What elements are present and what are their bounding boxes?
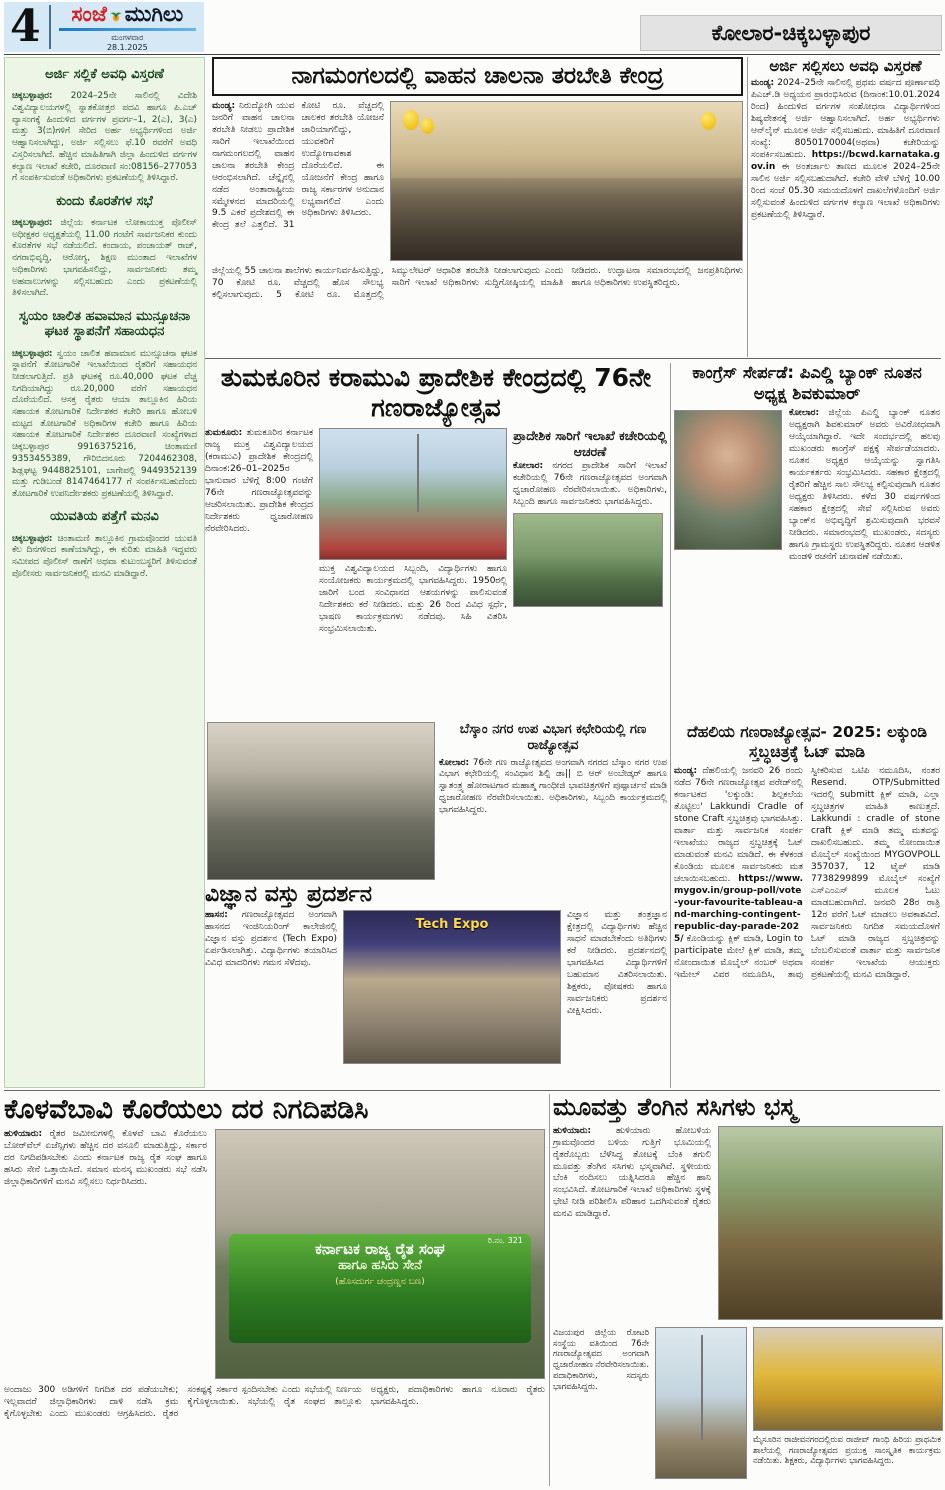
article-tumakuru-republic-day xyxy=(205,363,667,717)
article-headline: ವಿಜ್ಞಾನ ವಸ್ತು ಪ್ರದರ್ಶನ xyxy=(205,882,372,907)
article-body: ಹಾಸನ: ಗಣರಾಜ್ಯೋತ್ಸವದ ಅಂಗವಾಗಿ ಹಾಸನದ ಇಂಜಿನಿಯರಿಂಗ್ ಕಾಲೇಜಿನಲ್ಲಿ ವಿಜ್ಞಾನ ವಸ್ತು ಪ್ರದರ್ಶನ (Tech Expo) ಏರ್ಪಡಿಸಲಾಗಿತ್ತು. ವಿದ್ಯಾರ್ಥಿಗಳು ತಯಾರಿಸಿದ ವಿವಿಧ ಮಾದರಿಗಳು ಗಮನ ಸೆಳೆದವು. xyxy=(205,910,337,969)
balloon-decor xyxy=(701,112,716,130)
paper-name-first: ಸಂಜೆ xyxy=(71,2,107,26)
printed-url: https://www.mygov.in/group-poll/vote-your-favourite-tableau-and-marching-contingent-republic-day-parade-2025/ xyxy=(674,874,803,944)
paper-name-second: ಮುಗಿಲು xyxy=(124,2,184,26)
burnt-coconut-photo xyxy=(718,1126,943,1320)
tumakuru-group-photo xyxy=(207,722,435,880)
article-body-continued: ವಿಜ್ಞಾನ ಮತ್ತು ತಂತ್ರಜ್ಞಾನ ಕ್ಷೇತ್ರದಲ್ಲಿ ವಿದ್ಯಾರ್ಥಿಗಳು ಹೆಚ್ಚಿನ ಸಾಧನೆ ಮಾಡಬೇಕೆಂದು ಅತಿಥಿಗಳು ಕರೆ ನೀಡಿದರು. ಪ್ರದರ್ಶನದಲ್ಲಿ ಭಾಗವಹಿಸಿದ ವಿದ್ಯಾರ್ಥಿಗಳಿಗೆ ಬಹುಮಾನ ವಿತರಿಸಲಾಯಿತು. ಶಿಕ್ಷಕರು, ಪೋಷಕರು ಹಾಗೂ ಸಾರ್ವಜನಿಕರು ಪ್ರದರ್ಶನ ವೀಕ್ಷಿಸಿದರು. xyxy=(567,910,667,1017)
article-middle-col xyxy=(319,428,507,636)
article-borewell-rates xyxy=(4,1094,545,1486)
article-headline: ಕಾಂಗ್ರೆಸ್ ಸೇರ್ಪಡೆ: ಪಿಎಲ್ಡಿ ಬ್ಯಾಂಕ್ ನೂತನ ಅಧ್ಯಕ್ಷ ಶಿವಕುಮಾರ್ xyxy=(692,363,922,403)
farmers-union-photo xyxy=(215,1129,545,1379)
sub-article-body: ಕೋಲಾರ: ನಗರದ ಪ್ರಾದೇಶಿಕ ಸಾರಿಗೆ ಇಲಾಖೆ ಕಚೇರಿಯಲ್ಲಿ 76ನೇ ಗಣರಾಜ್ಯೋತ್ಸವದ ಅಂಗವಾಗಿ ಧ್ವಜಾರೋಹಣ ನೆರವೇರಿಸಲಾಯಿತು. ಅಧಿಕಾರಿಗಳು, ಸಿಬ್ಬಂದಿ ಹಾಗೂ ಸಾರ್ವಜನಿಕರು ಭಾಗವಹಿಸಿದ್ದರು. xyxy=(513,461,667,508)
farmers-union-banner: ರಿ.ನಂ. 321 ಕರ್ನಾಟಕ ರಾಜ್ಯ ರೈತ ಸಂಘ ಹಾಗೂ ಹಸಿರು ಸೇನೆ (ಹೊಸದುರ್ಗ ಚಂದ್ರಣ್ಣನ ಬಣ) xyxy=(229,1234,531,1343)
brief-body: ಚಿಕ್ಕಬಳ್ಳಾಪುರ: ಜಿಲ್ಲೆಯ ಕರ್ನಾಟಕ ಲೋಕಾಯುಕ್ತ ಪೊಲೀಸ್ ಅಧೀಕ್ಷಕರ ಅಧ್ಯಕ್ಷತೆಯಲ್ಲಿ 11.00 ಗಂಟೆಗೆ ಸಾರ್ವಜನಿಕರ ಕುಂದು ಕೊರತೆಗಳ ಸಭೆ ನಡೆಯಲಿದೆ. ಕಂದಾಯ, ಪಂಚಾಯತ್ ರಾಜ್, ನಗರಾಭಿವೃದ್ಧಿ, ಆರೋಗ್ಯ, ಶಿಕ್ಷಣ ಮುಂತಾದ ಇಲಾಖೆಗಳ ಅಧಿಕಾರಿಗಳು ಭಾಗವಹಿಸಲಿದ್ದು, ಸಾರ್ವಜನಿಕರು ತಮ್ಮ ಅಹವಾಲುಗಳನ್ನು ಸಲ್ಲಿಸಬಹುದು ಎಂದು ಪ್ರಕಟಣೆಯಲ್ಲಿ ತಿಳಿಸಲಾಗಿದೆ. xyxy=(12,218,197,299)
mysore-school-block xyxy=(753,1327,941,1479)
brief-body: ಚಿಕ್ಕಬಳ್ಳಾಪುರ: ಸ್ವಯಂ ಚಾಲಿತ ಹವಾಮಾನ ಮುನ್ಸೂಚನಾ ಘಟಕ ಸ್ಥಾಪನೆಗೆ ತೋಟಗಾರಿಕೆ ಇಲಾಖೆಯಿಂದ ರೈತರಿಗೆ ಸಹಾಯಧನ ನೀಡಲಾಗುತ್ತಿದೆ. ಪ್ರತಿ ಘಟಕಕ್ಕೆ ರೂ.40,000 ಘಟಕ ವೆಚ್ಚ ನಿಗದಿಯಾಗಿದ್ದು ರೂ.20,000 ವರೆಗೆ ಸಹಾಯಧನ ದೊರೆಯಲಿದೆ. ಆಸಕ್ತ ರೈತರು ಆಯಾ ತಾಲ್ಲೂಕಿನ ಹಿರಿಯ ಸಹಾಯಕ ತೋಟಗಾರಿಕೆ ನಿರ್ದೇಶಕರ ಕಚೇರಿ ಹಾಗೂ ಹೋಬಳಿ ಮಟ್ಟದ ತೋಟಗಾರಿಕೆ ಅಧಿಕಾರಿಗಳ ಕಚೇರಿ ಹಾಗೂ ಹಿರಿಯ ಸಹಾಯಕ ತೋಟಗಾರಿಕೆ ನಿರ್ದೇಶಕರ ದೂರವಾಣಿ ಸಂಖ್ಯೆಗಳಾದ ಚಿಕ್ಕಬಳ್ಳಾಪುರ 9916375216, ಚಿಂತಾಮಣಿ 9353455389, ಗೌರಿಬಿದನೂರು 7204462308, ಶಿಡ್ಲಘಟ್ಟ 9448825101, ಬಾಗೇಪಲ್ಲಿ 9449352139 ಮತ್ತು ಗುಡಿಬಂಡೆ 8147464177 ಗೆ ಸಂಪರ್ಕಿಸಬಹುದೆಂದು ತೋಟಗಾರಿಕೆ ಉಪನಿರ್ದೇಶಕರು ಪ್ರಕಟಣೆಯಲ್ಲಿ ತಿಳಿಸಿದ್ದಾರೆ. xyxy=(12,348,198,499)
rto-office-photo xyxy=(513,513,663,607)
flagpole xyxy=(417,434,419,512)
column-rule xyxy=(549,1094,550,1486)
article-body-continued: ಜಿಲ್ಲೆಯಲ್ಲಿ 55 ಚಾಲನಾ ಶಾಲೆಗಳು ಕಾರ್ಯನಿರ್ವಹಿಸುತ್ತಿದ್ದು, 70 ಕೋಟಿ ರೂ. ವೆಚ್ಚದಲ್ಲಿ ಹೊಸ ಸೌಲಭ್ಯ ಕಲ್ಪಿಸಲಾಗುವುದು. 5 ಕೋಟಿ ರೂ. ಮೊತ್ತದಲ್ಲಿ ಸಿಮ್ಯುಲೇಟರ್ ಆಧಾರಿತ ತರಬೇತಿ ನೀಡಲಾಗುವುದು ಎಂದು ಸಾರಿಗೆ ಇಲಾಖೆ ಅಧಿಕಾರಿಗಳು ಸುದ್ದಿಗೋಷ್ಠಿಯಲ್ಲಿ ಮಾಹಿತಿ ನೀಡಿದರು. ಉದ್ಘಾಟನಾ ಸಮಾರಂಭದಲ್ಲಿ ಜನಪ್ರತಿನಿಧಿಗಳು ಹಾಗೂ ಅಧಿಕಾರಿಗಳು ಉಪಸ್ಥಿತರಿದ್ದರು. xyxy=(212,265,743,300)
flagpole xyxy=(701,1335,703,1440)
article-bescom-republic-day xyxy=(439,722,667,880)
mysore-school-caption: ಮೈಸೂರಿನ ರಾಜೀವನಗರದಲ್ಲಿರುವ ರಾಜೀವ್ ಗಾಂಧಿ ಹಿರಿಯ ಪ್ರಾಥಮಿಕ ಶಾಲೆಯಲ್ಲಿ ಗಣರಾಜ್ಯೋತ್ಸವದ ಪ್ರಯುಕ್ತ ಸಾಂಸ್ಕೃತಿಕ ಕಾರ್ಯಕ್ರಮ ನಡೆಯಿತು. ಶಿಕ್ಷಕರು, ವಿದ್ಯಾರ್ಥಿಗಳು ಭಾಗವಹಿಸಿದ್ದರು. xyxy=(753,1433,941,1466)
page-number: 4 xyxy=(4,5,51,49)
article-science-expo xyxy=(205,882,667,1088)
edition-day: ಮಂಗಳವಾರ xyxy=(111,33,144,42)
article-vahana-training xyxy=(212,57,743,357)
balloon-decor xyxy=(421,118,434,134)
article-delhi-lakkundi-vote xyxy=(674,722,940,1088)
article-body: ಕೋಲಾರ: 76ನೇ ಗಣ ರಾಜ್ಯೋತ್ಸವದ ಅಂಗವಾಗಿ ನಗರದ ಬೆಸ್ಕಾಂ ನಗರ ಉಪ ವಿಭಾಗ ಕಛೇರಿಯಲ್ಲಿ ಸಂವಿಧಾನ ಶಿಲ್ಪಿ ಡಾ|| ಬಿ ಆರ್ ಅಂಬೇಡ್ಕರ್ ಹಾಗೂ ಸ್ವಾತಂತ್ರ್ಯ ಹೋರಾಟಗಾರ ಮಹಾತ್ಮ ಗಾಂಧೀಜಿ ಭಾವಚಿತ್ರಗಳಿಗೆ ಪುಷ್ಪಾರ್ಚನೆ ಮಾಡಿ ಧ್ವಜಾರೋಹಣ ನೆರವೇರಿಸಲಾಯಿತು. ಅಧಿಕಾರಿಗಳು, ಸಿಬ್ಬಂದಿ ಕಾರ್ಯಕ್ರಮದಲ್ಲಿ ಭಾಗವಹಿಸಿದ್ದರು. xyxy=(439,757,667,816)
article-headline: ನಾಗಮಂಗಲದಲ್ಲಿ ವಾಹನ ಚಾಲನಾ ತರಬೇತಿ ಕೇಂದ್ರ xyxy=(212,57,743,96)
flag-hoisting-event-photo xyxy=(655,1327,747,1479)
edition-date: 28.1.2025 xyxy=(106,43,148,52)
article-headline: ಕೊಳವೆಬಾವಿ ಕೊರೆಯಲು ದರ ನಿಗದಿಪಡಿಸಿ xyxy=(4,1094,369,1125)
article-body: ಮಂಡ್ಯ: ನಿರುದ್ಯೋಗಿ ಯುವ ಜನರಿಗೆ ವಾಹನ ಚಾಲನಾ ತರಬೇತಿ ನೀಡಲು ಪ್ರಾದೇಶಿಕ ಸಾರಿಗೆ ಇಲಾಖೆಯಿಂದ ನಾಗಮಂಗಲದಲ್ಲಿ ವಾಹನ ಚಾಲನಾ ತರಬೇತಿ ಕೇಂದ್ರ ಆರಂಭಿಸಲಾಗಿದೆ. ಚೆನ್ನೈನಲ್ಲಿ ನಡೆದ ಅಂತಾರಾಷ್ಟ್ರೀಯ ಸಮ್ಮೇಳನದ ಮಾದರಿಯಲ್ಲಿ 9.5 ಎಕರೆ ಪ್ರದೇಶದಲ್ಲಿ ಈ ಕೇಂದ್ರ ತಲೆ ಎತ್ತಲಿದೆ. 31 ಕೋಟಿ ರೂ. ವೆಚ್ಚದಲ್ಲಿ ಚಾಲಕರ ತರಬೇತಿ ಯೋಜನೆ ಜಾರಿಯಾಗಲಿದ್ದು, ಯುವಕರಿಗೆ ಉದ್ಯೋಗಾವಕಾಶ ದೊರೆಯಲಿದೆ. ಈ ಯೋಜನೆಗೆ ಕೇಂದ್ರ ಹಾಗೂ ರಾಜ್ಯ ಸರ್ಕಾರಗಳ ಅನುದಾನ ಲಭ್ಯವಾಗಲಿದೆ ಎಂದು ಅಧಿಕಾರಿಗಳು ತಿಳಿಸಿದರು. xyxy=(212,100,384,231)
balloon-decor xyxy=(403,110,419,130)
brief-headline: ಯುವತಿಯ ಪತ್ತೆಗೆ ಮನವಿ xyxy=(50,509,159,525)
article-arji-extension xyxy=(751,57,940,357)
banner-reg-no: ರಿ.ನಂ. 321 xyxy=(487,1236,523,1246)
article-headline: ಮೂವತ್ತು ತೆಂಗಿನ ಸಸಿಗಳು ಭಸ್ಮ xyxy=(553,1093,797,1121)
flag-hoisting-photo xyxy=(319,428,507,560)
region-banner: ಕೋಲಾರ-ಚಿಕ್ಕಬಳ್ಳಾಪುರ xyxy=(640,15,942,51)
shivakumar-portrait-photo xyxy=(674,410,782,550)
logo-underline xyxy=(59,28,196,31)
crowd-silhouette xyxy=(391,178,742,260)
palm-sunset-icon xyxy=(109,8,123,22)
brief-body: ಚಿಕ್ಕಬಳ್ಳಾಪುರ: ಚಿಂತಾಮಣಿ ತಾಲ್ಲೂಕಿನ ಗ್ರಾಮವೊಂದರ ಯುವತಿ ಕೆಲ ದಿನಗಳಿಂದ ಕಾಣೆಯಾಗಿದ್ದು, ಈ ಕುರಿತು ಮಾಹಿತಿ ಇದ್ದವರು ಸಮೀಪದ ಪೊಲೀಸ್ ಠಾಣೆಗೆ ಅಥವಾ ಕುಟುಂಬಸ್ಥರಿಗೆ ತಿಳಿಸುವಂತೆ ಪೊಲೀಸರು ಸಾರ್ವಜನಿಕರಲ್ಲಿ ಮನವಿ ಮಾಡಿದ್ದಾರೆ. xyxy=(12,533,197,579)
brief-headline: ಅರ್ಜಿ ಸಲ್ಲಿಕೆ ಅವಧಿ ವಿಸ್ತರಣೆ xyxy=(45,67,164,82)
column-rule xyxy=(670,363,671,1088)
article-body: ಕೋಲಾರ: ಜಿಲ್ಲೆಯ ಪಿಎಲ್ಡಿ ಬ್ಯಾಂಕ್ ನೂತನ ಅಧ್ಯಕ್ಷರಾಗಿ ಶಿವಕುಮಾರ್ ಅವರು ಅವಿರೋಧವಾಗಿ ಆಯ್ಕೆಯಾಗಿದ್ದಾರೆ. ಇದೇ ಸಂದರ್ಭದಲ್ಲಿ ಹಲವು ಮುಖಂಡರು ಕಾಂಗ್ರೆಸ್ ಪಕ್ಷಕ್ಕೆ ಸೇರ್ಪಡೆಯಾದರು. ನೂತನ ಅಧ್ಯಕ್ಷರ ಆಯ್ಕೆಯನ್ನು ಸ್ವಾಗತಿಸಿ ಕಾರ್ಯಕರ್ತರು ಸಂಭ್ರಮಿಸಿದರು. ಸಹಕಾರ ಕ್ಷೇತ್ರದಲ್ಲಿ ರೈತರಿಗೆ ಹೆಚ್ಚಿನ ಸಾಲ ಸೌಲಭ್ಯ ಕಲ್ಪಿಸುವುದಾಗಿ ನೂತನ ಅಧ್ಯಕ್ಷರು ತಿಳಿಸಿದರು. ಕಳೆದ 30 ವರ್ಷಗಳಿಂದ ಸಹಕಾರ ಕ್ಷೇತ್ರದಲ್ಲಿ ಸೇವೆ ಸಲ್ಲಿಸಿರುವ ಅವರು ಬ್ಯಾಂಕ್‌ನ ಅಭಿವೃದ್ಧಿಗೆ ಶ್ರಮಿಸುವುದಾಗಿ ಭರವಸೆ ನೀಡಿದರು. ಸಮಾರಂಭದಲ್ಲಿ ಮುಖಂಡರು, ಸದಸ್ಯರು ಹಾಗೂ ಗ್ರಾಮಸ್ಥರು ಉಪಸ್ಥಿತರಿದ್ದರು. ನೂತನ ಆಡಳಿತ ಮಂಡಳಿ ರಚನೆಗೆ ಚುನಾವಣೆ ನಡೆಯಿತು. xyxy=(674,408,940,564)
article-headline: ಬೆಸ್ಕಾಂ ನಗರ ಉಪ ವಿಭಾಗ ಕಛೇರಿಯಲ್ಲಿ ಗಣ ರಾಜ್ಯೋತ್ಸವ xyxy=(459,722,647,754)
brief-headline: ಸ್ವಯಂ ಚಾಲಿತ ಹವಾಮಾನ ಮುನ್ಸೂಚನಾ ಘಟಕ ಸ್ಥಾಪನೆಗೆ ಸಹಾಯಧನ xyxy=(18,308,191,340)
article-headline: ತುಮಕೂರಿನ ಕರಾಮುವಿ ಪ್ರಾದೇಶಿಕ ಕೇಂದ್ರದಲ್ಲಿ 76ನೇ ಗಣರಾಜ್ಯೋತ್ಸವ xyxy=(220,363,652,422)
header-rule xyxy=(4,54,940,55)
article-body: ಮಂಡ್ಯ: 2024–25ನೇ ಸಾಲಿನಲ್ಲಿ ಪ್ರಥಮ ವರ್ಷದ ಪೂರ್ಣಾವಧಿ ಪಿಎಚ್.ಡಿ ಅಧ್ಯಯನ ಪ್ರಾರಂಭಿಸಿರುವ (ದಿನಾಂಕ:10.01.2024 ರಿಂದ) ಹಿಂದುಳಿದ ವರ್ಗಗಳ ಸಂಶೋಧನಾ ವಿದ್ಯಾರ್ಥಿಗಳಿಂದ ಶಿಷ್ಯವೇತನಕ್ಕೆ ಅರ್ಜಿ ಆಹ್ವಾನಿಸಲಾಗಿದೆ. ಅರ್ಹ ಅಭ್ಯರ್ಥಿಗಳು ಆನ್‌ಲೈನ್ ಮೂಲಕ ಅರ್ಜಿ ಸಲ್ಲಿಸಬಹುದು. ಮಾಹಿತಿಗೆ ದೂರವಾಣಿ ಸಂಖ್ಯೆ: 8050170004(ಅಥವಾ) ಕಚೇರಿಯನ್ನು ಸಂಪರ್ಕಿಸಬಹುದು. https://bcwd.karnataka.gov.in ಈ ಅಂತರ್ಜಾಲ ತಾಣದ ಮೂಲಕ 2024–25ನೇ ಸಾಲಿನ ಅರ್ಜಿ ಸಲ್ಲಿಸಬಹುದಾಗಿದೆ. ಕಚೇರಿ ವೇಳೆ ಬೆಳಿಗ್ಗೆ 10.00 ರಿಂದ ಸಂಜೆ 05.30 ಸಮಯದೊಳಗೆ ದಾಖಲೆಗಳೊಂದಿಗೆ ಅರ್ಜಿ ಸಲ್ಲಿಸುವಂತೆ ಹಿಂದುಳಿದ ವರ್ಗಗಳ ಕಲ್ಯಾಣ ಇಲಾಖೆ ಅಧಿಕಾರಿಗಳು ಪ್ರಕಟಣೆಯಲ್ಲಿ ತಿಳಿಸಿದ್ದಾರೆ. xyxy=(751,78,940,220)
tech-expo-photo xyxy=(343,910,561,1064)
article-body: ಮಂಡ್ಯ: ದೆಹಲಿಯಲ್ಲಿ ಜನವರಿ 26 ರಂದು ನಡೆದ 76ನೇ ಗಣರಾಜ್ಯೋತ್ಸವ ಪರೇಡ್‌ನಲ್ಲಿ ಕರ್ನಾಟಕದ 'ಲಕ್ಕುಂಡಿ: ಶಿಲ್ಪಕಲೆಯ ತೊಟ್ಟಿಲು' Lakkundi Cradle of stone Craft ಸ್ತಬ್ಧಚಿತ್ರವು ಭಾಗವಹಿಸಿತ್ತು. ವಾರ್ತಾ ಮತ್ತು ಸಾರ್ವಜನಿಕ ಸಂಪರ್ಕ ಇಲಾಖೆಯು ರಾಜ್ಯದ ಸ್ತಬ್ಧಚಿತ್ರಕ್ಕೆ ಓಟ್ ಮಾಡುವಂತೆ ಮನವಿ ಮಾಡಿದೆ. ಈ ಕೆಳಕಂಡ ಕೊಂಡಿಯ ಮೂಲಕ ಸಾರ್ವಜನಿಕರು ಮತ ಚಲಾಯಿಸಬಹುದು. https://www.mygov.in/group-poll/vote-your-favourite-tableau-and-marching-contingent-republic-day-parade-2025/ ಕೊಂಡಿಯನ್ನು ಕ್ಲಿಕ್ ಮಾಡಿ, Login to participate ಮೇಲೆ ಕ್ಲಿಕ್ ಮಾಡಿ, ತಮ್ಮ ನೋಂದಾಯಿತ ಮೊಬೈಲ್ ನಂಬರ್ ಅಥವಾ ಇಮೇಲ್ ವಿವರ ನಮೂದಿಸಿ, ತಾವು ಸ್ವೀಕರಿಸುವ ಒಟಿಪಿ ನಮೂದಿಸಿ, ನಂತರ Resend. OTP/Submitted ಇದರಲ್ಲಿ submitt ಕ್ಲಿಕ್ ಮಾಡಿ, ಎಲ್ಲಾ ಸ್ತಬ್ಧಚಿತ್ರಗಳ ಮಾಹಿತಿ ಕಾಣುತ್ತದೆ. Lakkundi : cradle of stone craft ಕ್ಲಿಕ್ ಮಾಡಿ ತಮ್ಮ ಮತವನ್ನು ದಾಖಲಿಸಬಹುದು. ತಮ್ಮ ನೋಂದಾಯಿತ ಮೊಬೈಲ್ ಸಂಖ್ಯೆಯಿಂದ MYGOVPOLL 357037, 12 ಟೈಪ್ ಮಾಡಿ 7738299899 ಮೊಬೈಲ್ ಸಂಖ್ಯೆಗೆ ಎಸ್‌ಎಂಎಸ್ ಮೂಲಕ ಓಟು ಮಾಡಬಹುದಾಗಿದೆ. ಜನವರಿ 28ರ ರಾತ್ರಿ 12ರ ವರೆಗೆ ಓಟ್ ಮಾಡಲು ಅವಕಾಶವಿದೆ. ಸಾರ್ವಜನಿಕರು ನಿಗದಿತ ಸಮಯದೊಳಗೆ ಓಟ್ ಮಾಡಿ ರಾಜ್ಯದ ಸ್ತಬ್ಧಚಿತ್ರವನ್ನು ಬೆಂಬಲಿಸುವಂತೆ ವಾರ್ತಾ ಮತ್ತು ಸಾರ್ವಜನಿಕ ಸಂಪರ್ಕ ಇಲಾಖೆಯ ಆಯುಕ್ತರು ಪ್ರಕಟಣೆಯಲ್ಲಿ ಮನವಿ ಮಾಡಿದ್ದಾರೆ. xyxy=(674,766,940,980)
article-congress-pld-bank xyxy=(674,363,940,717)
article-body-continued: ಮುಕ್ತ ವಿಶ್ವವಿದ್ಯಾಲಯದ ಸಿಬ್ಬಂದಿ, ವಿದ್ಯಾರ್ಥಿಗಳು ಹಾಗೂ ಸಂಯೋಜಕರು ಕಾರ್ಯಕ್ರಮದಲ್ಲಿ ಭಾಗವಹಿಸಿದ್ದರು. 1950ರಲ್ಲಿ ಜಾರಿಗೆ ಬಂದ ಸಂವಿಧಾನದ ಆಶಯಗಳನ್ನು ಪಾಲಿಸುವಂತೆ ನಿರ್ದೇಶಕರು ಕರೆ ನೀಡಿದರು. ಮತ್ತು 26 ರಿಂದ ವಿವಿಧ ಸ್ಪರ್ಧೆ, ಭಾಷಣ ಕಾರ್ಯಕ್ರಮಗಳು ನಡೆದವು. ಸಿಹಿ ವಿತರಿಸಿ ಸಂಭ್ರಮಿಸಲಾಯಿತು. xyxy=(319,564,507,634)
column-rule xyxy=(747,57,748,357)
vahana-inauguration-photo xyxy=(390,101,743,261)
article-headline: ಅರ್ಜಿ ಸಲ್ಲಿಸಲು ಅವಧಿ ವಿಸ್ತರಣೆ xyxy=(769,57,922,75)
sub-article-headline: ಪ್ರಾದೇಶಿಕ ಸಾರಿಗೆ ಇಲಾಖೆ ಕಚೇರಿಯಲ್ಲಿ ಆಚರಣೆ xyxy=(513,428,667,459)
left-column-briefs xyxy=(4,57,205,1088)
article-body: ಹುಳಿಯಾರು: ಹುಳಿಯಾರು ಹೋಬಳಿಯ ಗ್ರಾಮವೊಂದರ ಬಳಿಯ ಗುತ್ತಿಗೆ ಭೂಮಿಯಲ್ಲಿ ರೈತರೊಬ್ಬರು ಬೆಳೆಸಿದ್ದ ತೋಟಕ್ಕೆ ಬೆಂಕಿ ತಗುಲಿ ಮೂವತ್ತು ತೆಂಗಿನ ಸಸಿಗಳು ಭಸ್ಮವಾಗಿವೆ. ಸ್ಥಳೀಯರು ಬೆಂಕಿ ನಂದಿಸಲು ಯತ್ನಿಸಿದರೂ ಹೆಚ್ಚಿನ ಹಾನಿ ಸಂಭವಿಸಿದೆ. ತೋಟಗಾರಿಕೆ ಇಲಾಖೆ ಅಧಿಕಾರಿಗಳು ಸ್ಥಳಕ್ಕೆ ಭೇಟಿ ನೀಡಿ ಪರಿಶೀಲಿಸಿ ಪರಿಹಾರ ಒದಗಿಸುವಂತೆ ರೈತರು ಮನವಿ ಮಾಡಿದ್ದಾರೆ. xyxy=(553,1125,711,1220)
article-headline: ದೆಹಲಿಯ ಗಣರಾಜ್ಯೋತ್ಸವ- 2025: ಲಕ್ಕುಂಡಿ ಸ್ತಬ್ಧಚಿತ್ರಕ್ಕೆ ಓಟ್ ಮಾಡಿ xyxy=(686,723,928,762)
printed-url: https://bcwd.karnataka.gov.in xyxy=(751,149,940,172)
brief-headline: ಕುಂದು ಕೊರತೆಗಳ ಸಭೆ xyxy=(56,193,153,209)
mysore-school-photo xyxy=(753,1327,943,1431)
photo-caption-strip xyxy=(553,1327,941,1479)
brief-body: ಚಿಕ್ಕಬಳ್ಳಾಪುರ: 2024–25ನೇ ಸಾಲಿನಲ್ಲಿ ವಿದೇಶಿ ವಿಶ್ವವಿದ್ಯಾಲಯಗಳಲ್ಲಿ ಸ್ನಾತಕೋತ್ತರ ಪದವಿ ಹಾಗೂ ಪಿ.ಎಚ್ ವ್ಯಾಸಂಗಕ್ಕೆ ಹಿಂದುಳಿದ ವರ್ಗಗಳ ಪ್ರವರ್ಗ–1, 2(ಎ), 3(ಎ) ಮತ್ತು 3(ಬಿ)ಗಳಿಗೆ ಸೇರಿದ ಅರ್ಹ ಅಭ್ಯರ್ಥಿಗಳಿಂದ ಅರ್ಜಿ ಆಹ್ವಾನಿಸಲಾಗಿದ್ದು, ಅರ್ಜಿ ಸಲ್ಲಿಸಲು ಫೆ.10 ರವರೆಗೆ ಅವಧಿ ವಿಸ್ತರಿಸಲಾಗಿದೆ. ಹೆಚ್ಚಿನ ಮಾಹಿತಿಗಾಗಿ ಜಿಲ್ಲಾ ಹಿಂದುಳಿದ ವರ್ಗಗಳ ಕಲ್ಯಾಣ ಇಲಾಖೆ ಕಚೇರಿ, ದೂರವಾಣಿ ಸಂ:08156–277053 ಗೆ ಸಂಪರ್ಕಿಸುವಂತೆ ಅಧಿಕಾರಿಗಳು ಪ್ರಕಟಣೆಯಲ್ಲಿ ತಿಳಿಸಿದ್ದಾರೆ. xyxy=(12,91,197,184)
article-coconut-burnt xyxy=(553,1094,941,1486)
flag-event-caption: ವಿಜಯಪುರ ಜಿಲ್ಲೆಯ ರೋಟರಿ ಸಂಸ್ಥೆಯ ವತಿಯಿಂದ 76ನೇ ಗಣರಾಜ್ಯೋತ್ಸವದ ಅಂಗವಾಗಿ ಧ್ವಜಾರೋಹಣ ನೆರವೇರಿಸಲಾಯಿತು. ಪದಾಧಿಕಾರಿಗಳು, ಸದಸ್ಯರು ಭಾಗವಹಿಸಿದ್ದರು. xyxy=(553,1326,649,1392)
article-body-continued: ಅಂದಾಜು 300 ಅಡಿಗಳಿಗೆ ನಿಗದಿತ ದರ ಪಡೆಯಬೇಕು; ಇಲ್ಲವಾದರೆ ಜಿಲ್ಲಾಧಿಕಾರಿಗಳು ದಾಳಿ ನಡೆಸಿ ಕ್ರಮ ಕೈಗೊಳ್ಳಬೇಕು ಎಂದು ಮುಖಂಡರು ಆಗ್ರಹಿಸಿದರು. ರೈತರ ಸಂಕಷ್ಟಕ್ಕೆ ಸರ್ಕಾರ ಸ್ಪಂದಿಸಬೇಕು ಎಂದು ಸಭೆಯಲ್ಲಿ ನಿರ್ಣಯ ಕೈಗೊಳ್ಳಲಾಯಿತು. ಸಭೆಯಲ್ಲಿ ರೈತ ಸಂಘದ ತಾಲ್ಲೂಕು ಅಧ್ಯಕ್ಷರು, ಪದಾಧಿಕಾರಿಗಳು ಹಾಗೂ ನೂರಾರು ರೈತರು ಭಾಗವಹಿಸಿದ್ದರು. xyxy=(4,1385,545,1419)
section-rule xyxy=(4,1090,940,1091)
sub-article-rto xyxy=(513,428,667,636)
article-body: ತುಮಕೂರು: ತುಮಕೂರಿನ ಕರ್ನಾಟಕ ರಾಜ್ಯ ಮುಕ್ತ ವಿಶ್ವವಿದ್ಯಾಲಯದ (ಕರಾಮುವಿ) ಪ್ರಾದೇಶಿಕ ಕೇಂದ್ರದಲ್ಲಿ ದಿನಾಂಕ:26–01–2025ರ ಭಾನುವಾರ ಬೆಳಿಗ್ಗೆ 8:00 ಗಂಟೆಗೆ 76ನೇ ಗಣರಾಜ್ಯೋತ್ಸವವನ್ನು ಆಚರಿಸಲಾಯಿತು. ಪ್ರಾದೇಶಿಕ ಕೇಂದ್ರದ ನಿರ್ದೇಶಕರು ಧ್ವಜಾರೋಹಣ ನೆರವೇರಿಸಿದರು. xyxy=(205,428,313,534)
paper-logo xyxy=(51,1,204,53)
masthead xyxy=(4,2,204,52)
article-body: ಹುಳಿಯಾರು: ರೈತರ ಜಮೀನುಗಳಲ್ಲಿ ಕೊಳವೆ ಬಾವಿ ಕೊರೆಯಲು ಬೋರ್‌ವೆಲ್ ಏಜೆನ್ಸಿಗಳು ಹೆಚ್ಚಿನ ದರ ವಸೂಲಿ ಮಾಡುತ್ತಿದ್ದು, ಸರ್ಕಾರ ದರ ನಿಗದಿಪಡಿಸಬೇಕು ಎಂದು ಕರ್ನಾಟಕ ರಾಜ್ಯ ರೈತ ಸಂಘ ಹಾಗೂ ಹಸಿರು ಸೇನೆ ಒತ್ತಾಯಿಸಿದೆ. ಸಮಾನ ಮನಸ್ಕ ಮುಖಂಡರು ಸಭೆ ನಡೆಸಿ ಜಿಲ್ಲಾಧಿಕಾರಿಗಳಿಗೆ ಮನವಿ ಸಲ್ಲಿಸಲು ನಿರ್ಧರಿಸಿದರು. xyxy=(4,1129,207,1187)
section-rule xyxy=(205,358,941,359)
tech-expo-banner-text: Tech Expo xyxy=(415,917,489,933)
